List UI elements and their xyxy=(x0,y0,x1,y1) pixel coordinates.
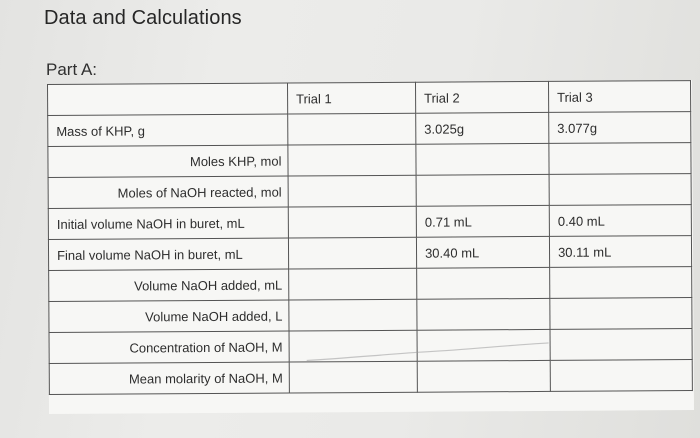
table-row xyxy=(48,112,691,147)
trial-2-value xyxy=(417,360,550,392)
trial-1-value xyxy=(288,113,416,145)
trial-1-value xyxy=(288,237,416,269)
trial-3-value xyxy=(550,329,692,361)
row-label: Mean molarity of NaOH, M xyxy=(49,362,289,394)
data-sheet xyxy=(47,80,694,414)
header-trial-2: Trial 2 xyxy=(415,81,548,113)
table-row xyxy=(48,236,691,271)
row-label: Moles KHP, mol xyxy=(48,145,288,177)
trial-3-value xyxy=(550,298,692,330)
row-label: Moles of NaOH reacted, mol xyxy=(48,176,288,208)
table-row xyxy=(48,143,691,178)
trial-3-value: 3.077g xyxy=(549,112,691,144)
trial-3-value xyxy=(550,267,692,299)
table-header-row xyxy=(48,81,691,116)
part-label: Part A: xyxy=(46,60,98,79)
table-row xyxy=(48,174,691,209)
trial-1-value xyxy=(289,330,417,362)
trial-2-value xyxy=(417,329,550,361)
trial-2-value: 0.71 mL xyxy=(416,205,549,237)
trial-2-value xyxy=(417,298,550,330)
data-table xyxy=(47,80,693,395)
header-label-cell xyxy=(48,83,288,115)
trial-1-value xyxy=(288,175,416,207)
header-trial-3: Trial 3 xyxy=(548,81,690,113)
table-row xyxy=(49,267,692,302)
row-label: Volume NaOH added, L xyxy=(49,300,289,332)
page-title: Data and Calculations xyxy=(44,7,242,29)
header-trial-1: Trial 1 xyxy=(287,82,415,114)
table-row xyxy=(49,329,692,364)
trial-3-value xyxy=(549,174,691,206)
trial-1-value xyxy=(289,361,417,393)
table-row xyxy=(48,205,691,240)
trial-2-value: 30.40 mL xyxy=(416,236,549,268)
row-label: Initial volume NaOH in buret, mL xyxy=(48,207,288,239)
row-label: Concentration of NaOH, M xyxy=(49,331,289,363)
trial-2-value xyxy=(416,143,549,175)
table-row xyxy=(49,298,692,333)
trial-3-value xyxy=(549,143,691,175)
trial-3-value xyxy=(550,360,692,392)
trial-3-value: 30.11 mL xyxy=(549,236,691,268)
trial-2-value xyxy=(416,174,549,206)
row-label: Final volume NaOH in buret, mL xyxy=(48,238,288,270)
trial-1-value xyxy=(289,299,417,331)
row-label: Volume NaOH added, mL xyxy=(49,269,289,301)
trial-1-value xyxy=(288,206,416,238)
trial-3-value: 0.40 mL xyxy=(549,205,691,237)
trial-2-value: 3.025g xyxy=(416,112,549,144)
trial-1-value xyxy=(288,144,416,176)
trial-2-value xyxy=(417,267,550,299)
trial-1-value xyxy=(289,268,417,300)
row-label: Mass of KHP, g xyxy=(48,114,288,146)
table-row xyxy=(49,360,692,395)
